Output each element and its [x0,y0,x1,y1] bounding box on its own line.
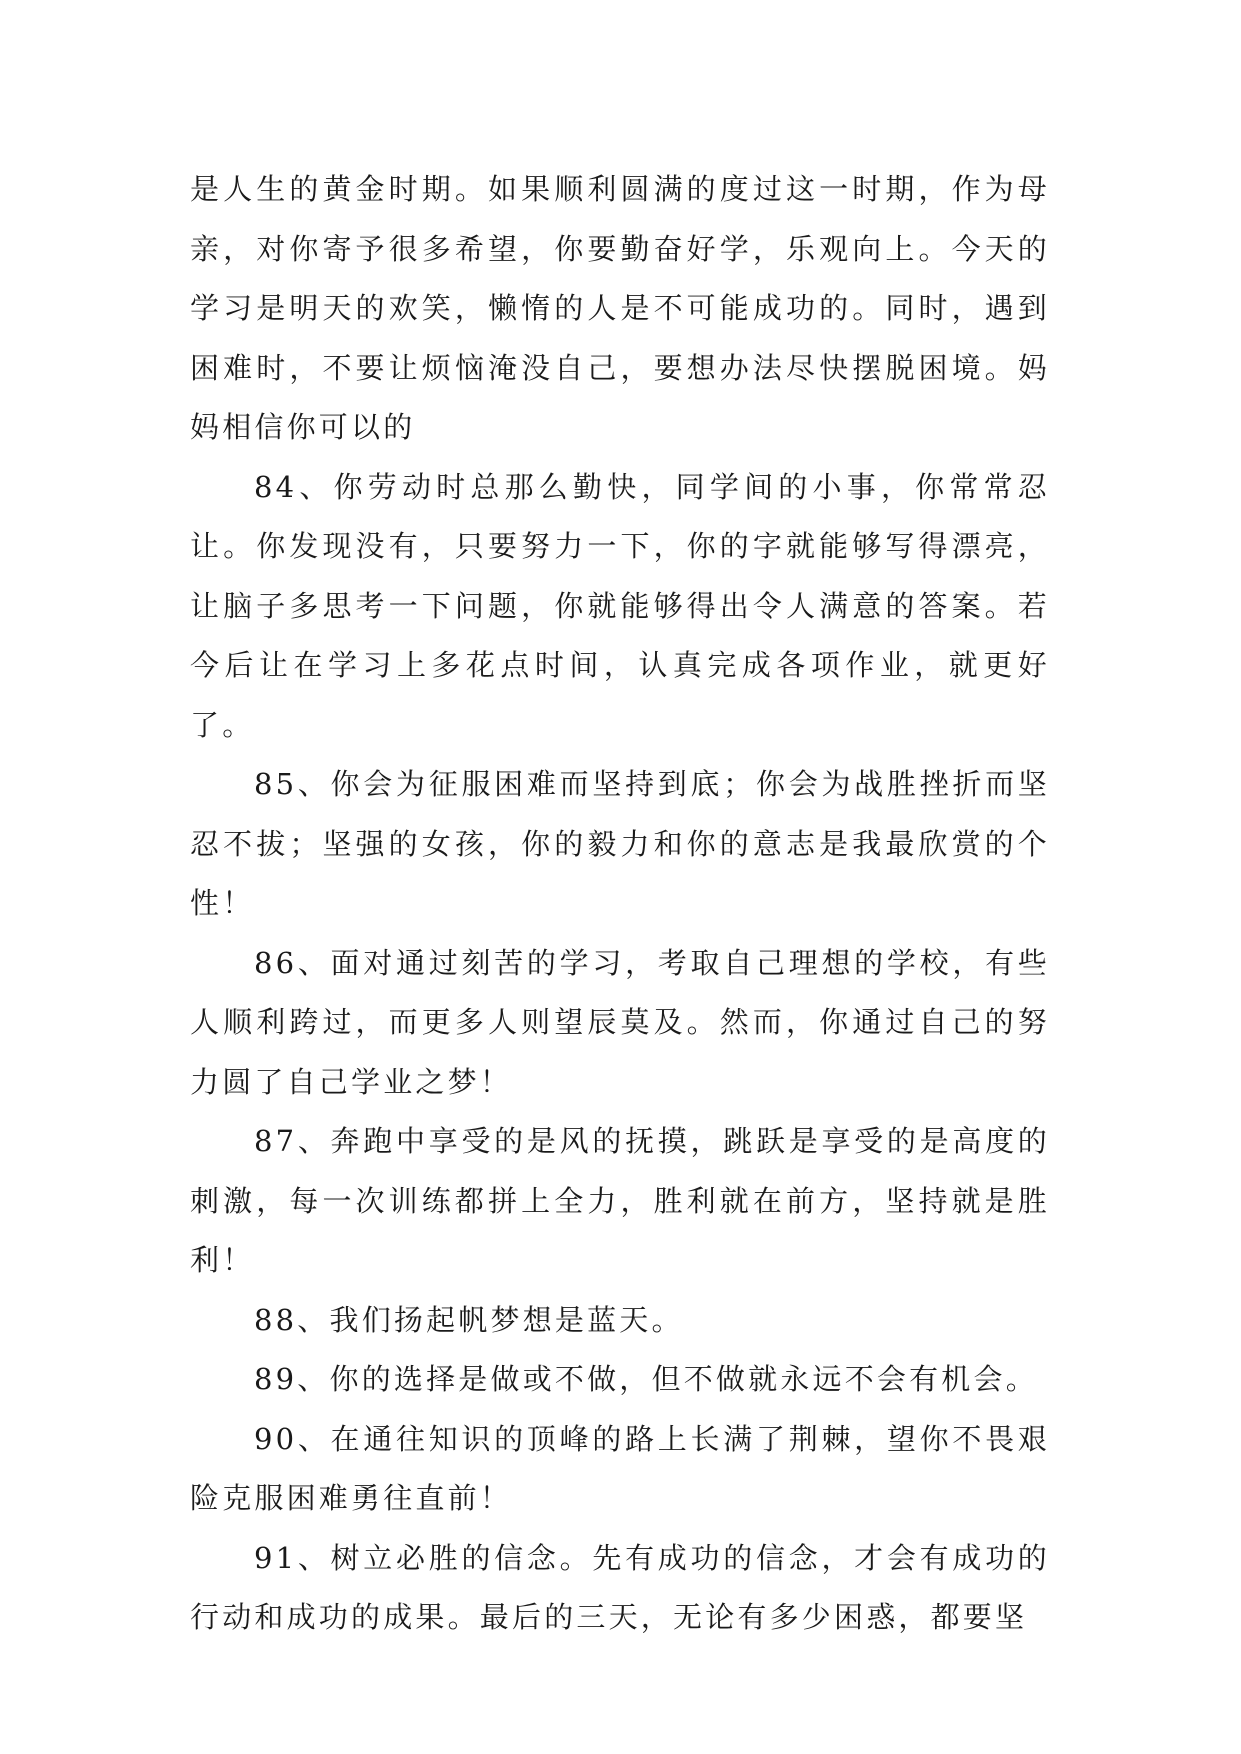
paragraph-continued: 是人生的黄金时期。如果顺利圆满的度过这一时期，作为母亲，对你寄予很多希望，你要勤奋好学，乐观向上。今天的学习是明天的欢笑，懒惰的人是不可能成功的。同时，遇到困难时，不要让烦恼淹没自己，要想办法尽快摆脱困境。妈妈相信你可以的 [190,172,1050,444]
paragraph-88: 88、我们扬起帆梦想是蓝天。 [254,1302,684,1337]
paragraph-85: 85、你会为征服困难而坚持到底；你会为战胜挫折而坚忍不拔；坚强的女孩，你的毅力和你的意志是我最欣赏的个性！ [190,767,1050,920]
paragraph-91: 91、树立必胜的信念。先有成功的信念，才会有成功的行动和成功的成果。最后的三天，无论有多少困惑，都要坚 [190,1540,1050,1634]
paragraph-84: 84、你劳动时总那么勤快，同学间的小事，你常常忍让。你发现没有，只要努力一下，你的字就能够写得漂亮，让脑子多思考一下问题，你就能够得出令人满意的答案。若今后让在学习上多花点时间，认真完成各项作业，就更好了。 [190,469,1050,742]
document-body [190,160,1050,1648]
paragraph-89: 89、你的选择是做或不做，但不做就永远不会有机会。 [254,1362,1038,1396]
paragraph-86: 86、面对通过刻苦的学习，考取自己理想的学校，有些人顺利跨过，而更多人则望辰莫及。然而，你通过自己的努力圆了自己学业之梦！ [190,945,1050,1099]
paragraph-90: 90、在通往知识的顶峰的路上长满了荆棘，望你不畏艰险克服困难勇往直前！ [190,1421,1050,1515]
paragraph-87: 87、奔跑中享受的是风的抚摸，跳跃是享受的是高度的刺激，每一次训练都拼上全力，胜利就在前方，坚持就是胜利！ [190,1124,1050,1277]
